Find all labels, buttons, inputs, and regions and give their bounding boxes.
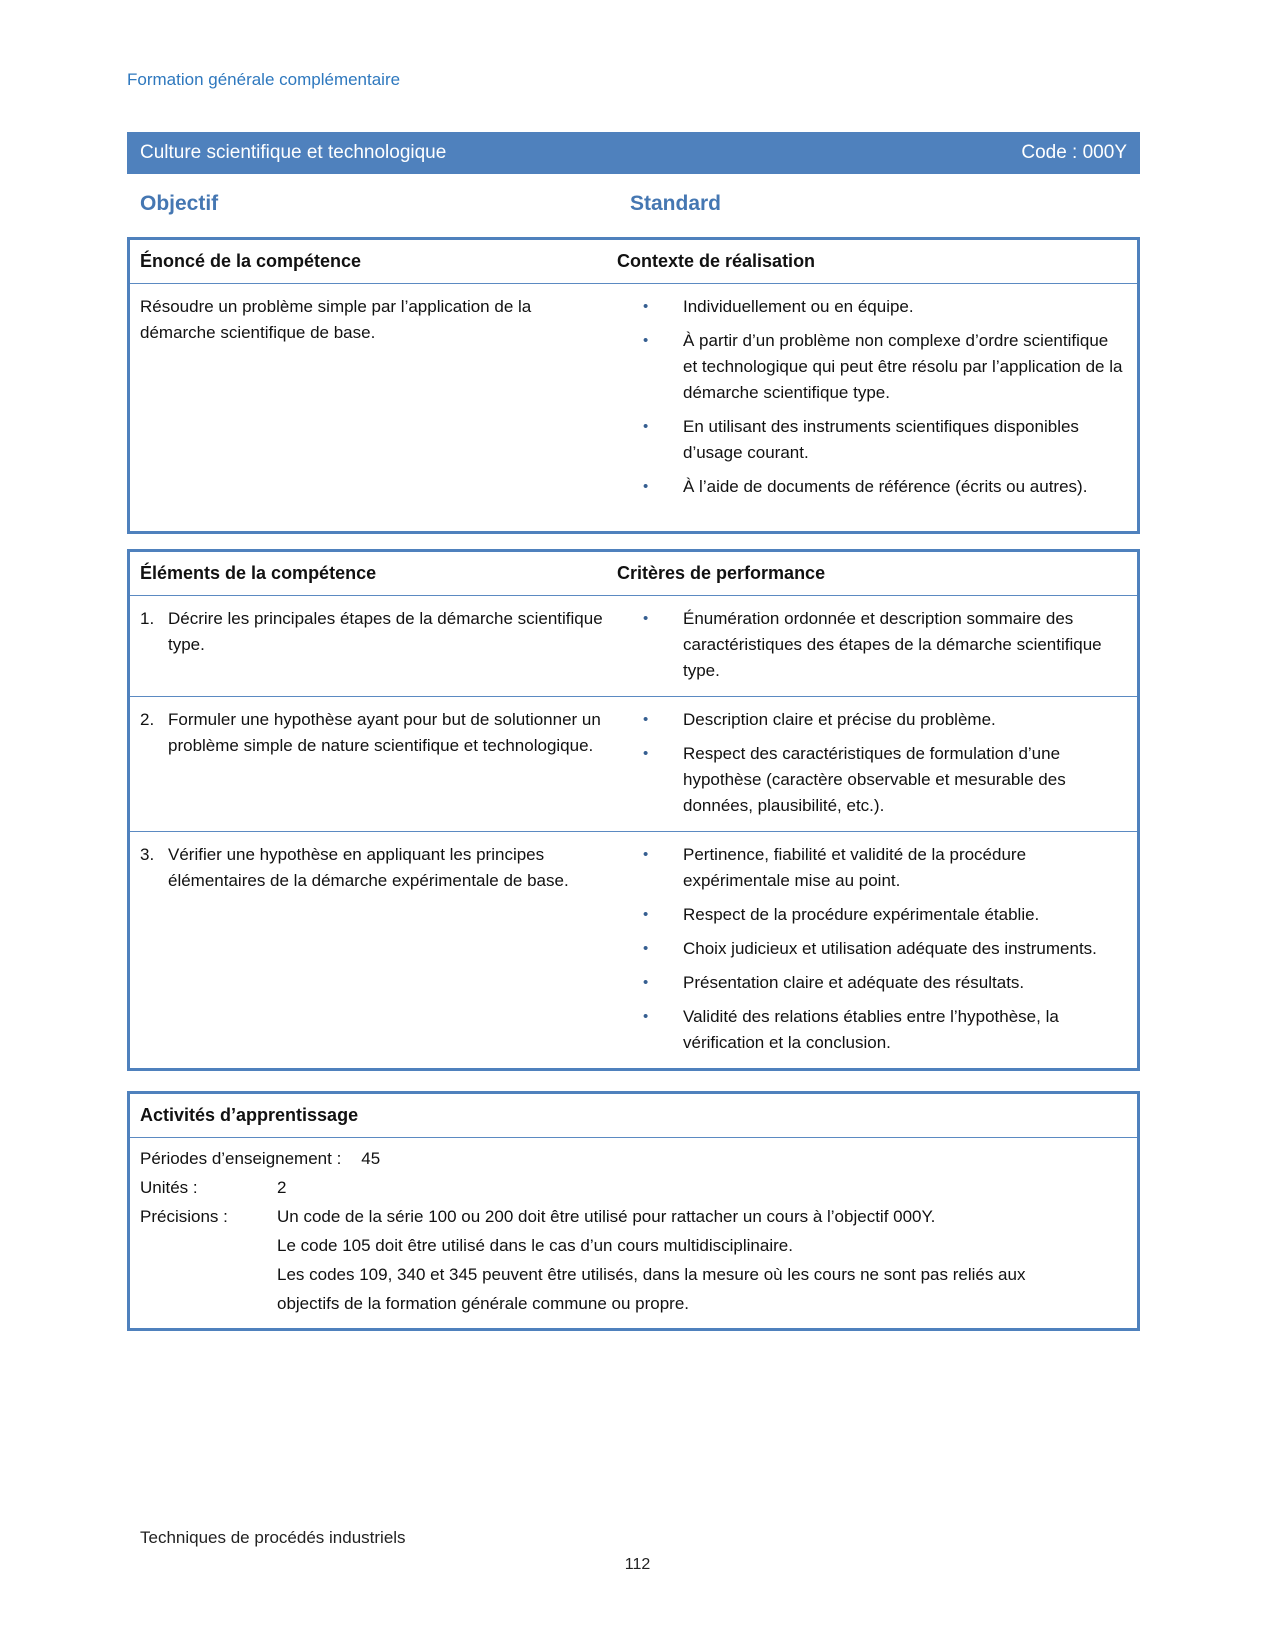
heading-standard: Standard xyxy=(630,192,722,215)
bullet-icon: • xyxy=(643,418,649,435)
table1-header-row xyxy=(130,240,1137,284)
element-text: Formuler une hypothèse ayant pour but de solutionner un problème simple de nature scientifique et technologique. xyxy=(168,710,601,755)
table-enonce-contexte xyxy=(127,237,1140,534)
footer-program-name: Techniques de procédés industriels xyxy=(140,1528,406,1547)
bullet-icon: • xyxy=(643,298,649,315)
numbered-item xyxy=(140,707,603,759)
bullet-item xyxy=(617,328,1123,406)
precisions-line: Les codes 109, 340 et 345 peuvent être utilisés, dans la mesure où les cours ne sont pas reliés aux objectifs de la formation générale commune ou propre. xyxy=(277,1265,1026,1313)
table2-header-criteres: Critères de performance xyxy=(617,563,826,583)
criteria-bullet-list xyxy=(617,596,1137,696)
precisions-label: Précisions : xyxy=(140,1207,228,1226)
bullet-icon: • xyxy=(643,745,649,762)
table2-header-row xyxy=(130,552,1137,596)
bullet-item xyxy=(617,1004,1123,1056)
activities-row-precisions xyxy=(140,1202,1125,1318)
bullet-text: Respect de la procédure expérimentale établie. xyxy=(683,905,1040,924)
criteria-bullet-list xyxy=(617,697,1137,831)
bullet-icon: • xyxy=(643,1008,649,1025)
bullet-text: Validité des relations établies entre l’hypothèse, la vérification et la conclusion. xyxy=(683,1007,1059,1052)
bullet-text: À l’aide de documents de référence (écrits ou autres). xyxy=(683,477,1088,496)
precisions-line: Le code 105 doit être utilisé dans le cas d’un cours multidisciplinaire. xyxy=(277,1236,793,1255)
activities-box xyxy=(127,1091,1140,1331)
table1-header-enonce: Énoncé de la compétence xyxy=(140,251,362,271)
item-number: 1. xyxy=(140,609,155,628)
table1-body-row xyxy=(130,284,1137,512)
bullet-icon: • xyxy=(643,610,649,627)
activities-body xyxy=(130,1138,1137,1328)
bullet-text: Pertinence, fiabilité et validité de la procédure expérimentale mise au point. xyxy=(683,845,1027,890)
unites-label: Unités : xyxy=(140,1178,198,1197)
bullet-icon: • xyxy=(643,940,649,957)
table2-row-3 xyxy=(130,831,1137,1068)
element-cell xyxy=(130,596,617,696)
bullet-text: En utilisant des instruments scientifiques disponibles d’usage courant. xyxy=(683,417,1079,462)
section-label: Formation générale complémentaire xyxy=(127,70,401,89)
item-number: 2. xyxy=(140,710,155,729)
activities-header: Activités d’apprentissage xyxy=(130,1094,1137,1138)
bullet-item xyxy=(617,842,1123,894)
column-headings xyxy=(127,192,1140,216)
bullet-item xyxy=(617,936,1123,962)
precisions-value xyxy=(277,1202,1052,1318)
context-bullet-list xyxy=(617,284,1137,512)
activities-row-periodes xyxy=(140,1144,1125,1173)
banner-code: Code : 000Y xyxy=(1021,142,1127,163)
table2-header-elements: Éléments de la compétence xyxy=(140,563,377,583)
periodes-value: 45 xyxy=(361,1149,381,1168)
item-number: 3. xyxy=(140,845,155,864)
bullet-icon: • xyxy=(643,332,649,349)
heading-objectif: Objectif xyxy=(140,192,219,215)
bullet-icon: • xyxy=(643,846,649,863)
bullet-text: Présentation claire et adéquate des résultats. xyxy=(683,973,1025,992)
bullet-item xyxy=(617,414,1123,466)
criteria-bullet-list xyxy=(617,832,1137,1068)
competency-banner xyxy=(127,132,1140,174)
page-number: 112 xyxy=(624,1556,651,1573)
element-cell xyxy=(130,697,617,831)
page-content xyxy=(127,0,1140,1331)
bullet-item xyxy=(617,970,1123,996)
competency-statement: Résoudre un problème simple par l’application de la démarche scientifique de base. xyxy=(140,297,532,342)
element-text: Décrire les principales étapes de la démarche scientifique type. xyxy=(168,609,603,654)
banner-title: Culture scientifique et technologique xyxy=(140,142,447,163)
activities-row-unites xyxy=(140,1173,1125,1202)
bullet-item xyxy=(617,606,1123,684)
bullet-text: Énumération ordonnée et description sommaire des caractéristiques des étapes de la démarche scientifique type. xyxy=(683,609,1102,680)
bullet-item xyxy=(617,902,1123,928)
bullet-icon: • xyxy=(643,711,649,728)
bullet-text: Choix judicieux et utilisation adéquate des instruments. xyxy=(683,939,1097,958)
unites-value: 2 xyxy=(277,1178,287,1197)
bullet-icon: • xyxy=(643,478,649,495)
periodes-label: Périodes d’enseignement : xyxy=(140,1149,342,1168)
bullet-text: Individuellement ou en équipe. xyxy=(683,297,914,316)
element-cell xyxy=(130,832,617,1068)
bullet-icon: • xyxy=(643,906,649,923)
table-elements-criteres xyxy=(127,549,1140,1071)
bullet-text: Description claire et précise du problème. xyxy=(683,710,996,729)
table1-header-contexte: Contexte de réalisation xyxy=(617,251,816,271)
element-text: Vérifier une hypothèse en appliquant les principes élémentaires de la démarche expérimentale de base. xyxy=(168,845,569,890)
numbered-item xyxy=(140,842,603,894)
bullet-item xyxy=(617,707,1123,733)
bullet-icon: • xyxy=(643,974,649,991)
bullet-item xyxy=(617,294,1123,320)
bullet-item xyxy=(617,474,1123,500)
table2-row-1 xyxy=(130,596,1137,696)
bullet-item xyxy=(617,741,1123,819)
precisions-line: Un code de la série 100 ou 200 doit être utilisé pour rattacher un cours à l’objectif 000Y. xyxy=(277,1207,936,1226)
bullet-text: À partir d’un problème non complexe d’ordre scientifique et technologique qui peut être résolu par l’application de la démarche scientifique type. xyxy=(683,331,1123,402)
bullet-text: Respect des caractéristiques de formulation d’une hypothèse (caractère observable et mesurable des données, plausibilité, etc.). xyxy=(683,744,1066,815)
table2-row-2 xyxy=(130,696,1137,831)
numbered-item xyxy=(140,606,603,658)
